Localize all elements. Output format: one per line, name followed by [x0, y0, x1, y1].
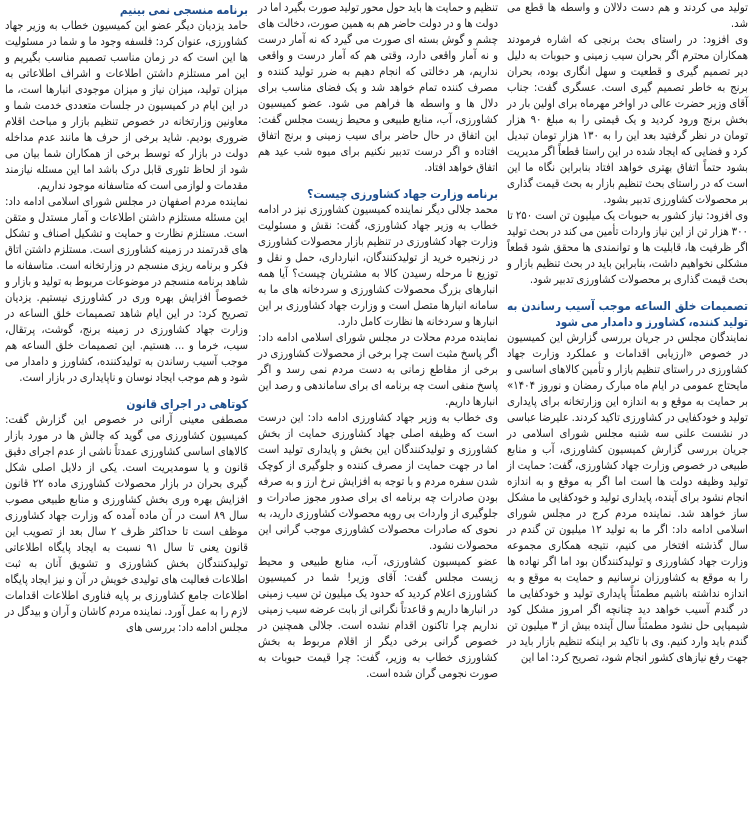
spacer [258, 176, 498, 186]
paragraph: نماینده مردم محلات در مجلس شورای اسلامی ادامه داد: اگر پاسخ مثبت است چرا برخی از محصولات کشاورزی در برخی از مقاطع زمانی به دست مردم نمی رسد و اگر پاسخ منفی است چه برنامه ای برای ساماندهی و رصد این انبارها داریم. [258, 331, 498, 408]
paragraph: نماینده مردم اصفهان در مجلس شورای اسلامی ادامه داد: این مسئله مستلزم داشتن اطلاعات و آمار مستدل و متقن است. مستلزم نظارت و حمایت و تشکیل اصناف و تشکل های قدرتمند در زمینه کشاورزی است. مستلزم داشتن اتاق فکر و برنامه ریزی منسجم در وزارتخانه است. متاسفانه ما شاهد برنامه منسجم در موضوعات مربوط به تولید و بازار و خصوصاً افزایش بهره وری در کشاورزی نیستیم. یزدیان تصریح کرد: در این ایام شاهد تصمیمات خلق الساعه در وزارت جهاد کشاورزی در زمینه برنج، گوشت، پرتقال، سیب، خرما و ... هستیم. این تصمیمات خلق الساعه هم موجب آسیب رساندن به تولیدکننده، کشاورز و دامدار می شود و هم موجب ایجاد نوسان و ناپایداری در بازار است. [5, 195, 248, 384]
paragraph: وی خطاب به وزیر جهاد کشاورزی ادامه داد: این درست است که وظیفه اصلی جهاد کشاورزی حمایت از بخش کشاورزی و تولیدکنندگان این بخش و پایداری تولید است اما در جهت حمایت از مصرف کننده و جلوگیری از کوچک شدن سفره مردم و با توجه به افزایش نرخ ارز و به صرفه بودن صادرات چه برنامه ای برای صدور مجوز صادرات و جلوگیری از واردات بی رویه محصولات کشاورزی دارید، به نحوی که صادرات محصولات کشاورزی موجب گرانی این محصولات نشود. [258, 411, 498, 552]
spacer [5, 386, 248, 396]
spacer [507, 288, 748, 298]
paragraph: تولید می کردند و هم دست دلالان و واسطه ها قطع می شد. [507, 1, 748, 30]
middle-column [253, 0, 503, 682]
paragraph: تنظیم و حمایت ها باید حول محور تولید صورت بگیرد اما در دولت ها و در دولت حاضر هم به همین صورت، دخالت های چشم و گوش بسته ای صورت می گیرد که نه آمار درست و نه آمار واقعی دارد، وقتی هم که آمار درست و واقعی نداریم، هر دخالتی که انجام دهیم به ضرر تولید کننده و مصرف کننده تمام خواهد شد و یک فضای مناسب برای دلال ها و واسطه ها فراهم می شود. عضو کمیسیون کشاورزی، آب، منابع طبیعی و محیط زیست مجلس گفت: این اتفاق در حال حاضر برای سیب زمینی و برنج اتفاق افتاده و اگر درست تدبیر نکنیم برای میوه شب عید هم اتفاق خواهد افتاد. [258, 1, 498, 174]
paragraph: وی افزود: نیاز کشور به حبوبات یک میلیون تن است ۲۵۰ تا ۳۰۰ هزار تن از این نیاز واردات تأمین می کند در بحث تولید اگر ظرفیت ها، قابلیت ها و توانمندی ها محقق شود قطعاً مشکلی نخواهیم داشت، بنابراین باید در بحث تنظیم بازار و بحث قیمت گذاری بر محصولات کشاورزی تدبیر شود. [507, 209, 748, 286]
right-column [503, 0, 753, 682]
section-heading: برنامه منسجی نمی بینیم [119, 3, 248, 17]
paragraph: وی افزود: در راستای بحث برنجی که اشاره فرمودند همکاران محترم اگر بحران سیب زمینی و حبوبات به دلیل دیر تصمیم گیری و قطعیت و سهل انگاری بوده، بحران برنج به خاطر تصمیم گیری است. عسگری گفت: جناب آقای وزیر حضرت عالی در اواخر مهرماه برای اولین بار در بخش برنج ورود کردید و یک قیمتی را به مبلغ ۹۰ هزار تومان در نظر گرفتید بعد این را به ۱۳۰ هزار تومان تبدیل کرد و فضایی که ایجاد شده در این راستا قطعاً اگر مدیریت بشود حتماً اتفاق بهتری خواهد افتاد بنابراین نگاه ما این است که در راستای بحث تنظیم بازار به بحث قیمت گذاری بر محصولات کشاورزی تدبیر بشود. [507, 33, 748, 206]
paragraph: نمایندگان مجلس در جریان بررسی گزارش این کمیسیون در خصوص «ارزیابی اقدامات و عملکرد وزارت جهاد کشاورزی در راستای تنظیم بازار و تأمین کالاهای اساسی و مایحتاج عمومی در ایام ماه مبارک رمضان و نوروز ۱۴۰۴» بر حمایت به موقع و به اندازه این وزارتخانه برای پایداری تولید و خودکفایی در کشاورزی تاکید کردند. علیرضا عباسی در نشست علنی سه شنبه مجلس شورای اسلامی در جریان بررسی گزارش کمیسیون کشاورزی، آب و منابع طبیعی در خصوص وزارت جهاد کشاورزی، گفت: حمایت از تولید وظیفه دولت ها است اما اگر به موقع و به اندازه انجام نشود برای آینده، پایداری تولید و خودکفایی ما مشکل ساز خواهد شد. نماینده مردم کرج در مجلس شورای اسلامی ادامه داد: اگر ما به تولید ۱۲ میلیون تن گندم در سال گذشته افتخار می کنیم، نتیجه همکاری مجموعه وزارت جهاد کشاورزی و تولیدکنندگان بود اما اگر نهاده ها را به موقع به کشاورزان نرسانیم و حمایت به موقع و به اندازه نداشته باشیم مطمئناً پایداری تولید و خودکفایی ما در گندم آسیب خواهد دید چنانچه اگر امروز مشکل کود شیمیایی حل نشود مطمئناً سال آینده بیش از ۳ میلیون تن گندم باید وارد کنیم. وی با تاکید بر اینکه تنظیم بازار باید در جهت رفع نیازهای کشور انجام شود، تصریح کرد: اما این [507, 331, 748, 664]
paragraph: حامد یزدیان دیگر عضو این کمیسیون خطاب به وزیر جهاد کشاورزی، عنوان کرد: فلسفه وجود ما و شما در مسئولیت ها این است که در زمان مناسب تصمیم مناسب بگیریم و این امر مستلزم داشتن اطلاعات و اشراف اطلاعاتی به میزان تولید، میزان نیاز و میزان موجودی انبارها است، ما در این ایام در کمیسیون در جلسات متعددی خدمت شما و معاونین وزارتخانه در خصوص تنظیم بازار و مباحث اقلام ضروری بودیم. شاید برخی از حرف ها مانند عدم مداخله دولت در بازار که توسط برخی از همکاران شما بیان می شود از لحاظ تئوری قابل درک باشد اما این مسئله نیازمند مقدمات و لوازمی است که متاسفانه موجود نداریم. [5, 19, 248, 192]
paragraph: مصطفی معینی آرانی در خصوص این گزارش گفت: کمیسیون کشاورزی می گوید که چالش ها در مورد بازار کالاهای اساسی کشاورزی عمدتاً ناشی از عدم اجرای دقیق قانون و یا سومدیریت است. یکی از دلایل اصلی شکل گیری بحران در بازار محصولات کشاورزی ماده ۲۲ قانون افزایش بهره وری بخش کشاورزی و منابع طبیعی مصوب سال ۸۹ است در آن ماده آمده که وزارت جهاد کشاورزی موظف است تا حداکثر ظرف ۲ سال بعد از تصویب این قانون یعنی تا سال ۹۱ نسبت به ایجاد پایگاه اطلاعاتی تولیدکنندگان بخش کشاورزی و تشویق آنان به ثبت اطلاعات فعالیت های تولیدی خویش در آن و نیز ایجاد پایگاه اطلاعات جامع کشاورزی بر پایه فناوری اطلاعات اقدامات لازم را به عمل آورد. نماینده مردم کاشان و آران و بیدگل در مجلس ادامه داد: بررسی های [5, 413, 249, 634]
left-column [0, 0, 253, 682]
section-heading: تصمیمات خلق الساعه موجب آسیب رساندن به تولید کننده، کشاورز و دامدار می شود [507, 299, 748, 329]
section-heading: کوتاهی در اجرای قانون [126, 397, 248, 411]
section-heading: برنامه وزارت جهاد کشاورزی چیست؟ [307, 187, 498, 201]
paragraph: محمد جلالی دیگر نماینده کمیسیون کشاورزی نیز در ادامه خطاب به وزیر جهاد کشاورزی، گفت: نقش و مسئولیت وزارت جهاد کشاورزی در تنظیم بازار محصولات کشاورزی در زنجیره خرید از تولیدکنندگان، انبارداری، حمل و نقل و توزیع تا مرحله رسیدن کالا به مشتریان چیست؟ آیا همه انبارهای بزرگ محصولات کشاورزی و سردخانه های ما به سامانه انبارها متصل است و وزارت جهاد کشاورزی بر این انبارها و سردخانه ها نظارت کامل دارد. [258, 203, 498, 328]
paragraph: عضو کمیسیون کشاورزی، آب، منابع طبیعی و محیط زیست مجلس گفت: آقای وزیر! شما در کمیسیون کشاورزی اعلام کردید که حدود یک میلیون تن سیب زمینی در انبارها داریم و قاعدتاً نگرانی از بابت عرضه سیب زمینی نداریم چرا تاکنون اقدام نشده است. جلالی همچنین در خصوص گرانی برخی دیگر از اقلام مربوط به بخش کشاورزی خطاب به وزیر، گفت: چرا قیمت حبوبات به صورت نجومی گران شده است. [258, 555, 498, 680]
